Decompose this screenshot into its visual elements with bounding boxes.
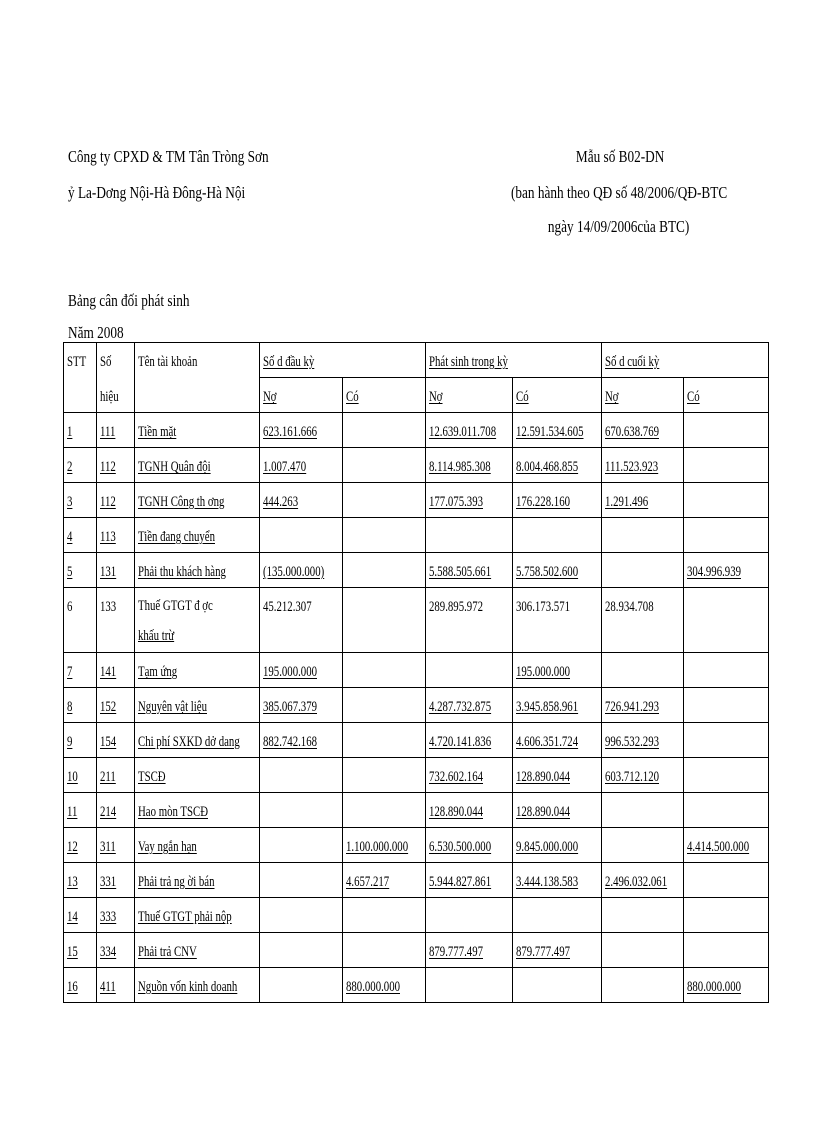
table-row	[64, 413, 769, 448]
row-period-credit: 12.591.534.605	[513, 413, 602, 448]
row-stt: 4	[64, 518, 97, 553]
row-opening-debit: 385.067.379	[260, 688, 343, 723]
col-stt-cont	[64, 378, 97, 413]
row-account-name: Chi phí SXKD dở dang	[135, 723, 260, 758]
row-closing-debit	[602, 933, 684, 968]
row-account-name: Phải thu khách hàng	[135, 553, 260, 588]
table-row	[64, 758, 769, 793]
table-row	[64, 898, 769, 933]
row-period-credit: 3.945.858.961	[513, 688, 602, 723]
row-code: 112	[97, 448, 135, 483]
row-code: 334	[97, 933, 135, 968]
table-row	[64, 448, 769, 483]
table-row	[64, 793, 769, 828]
row-closing-debit: 996.532.293	[602, 723, 684, 758]
row-period-credit: 176.228.160	[513, 483, 602, 518]
issued-date: ngày 14/09/2006của BTC)	[547, 217, 689, 236]
row-closing-credit	[684, 448, 769, 483]
row-stt: 16	[64, 968, 97, 1003]
row-stt: 11	[64, 793, 97, 828]
row-closing-debit	[602, 653, 684, 688]
issued-by: (ban hành theo QĐ số 48/2006/QĐ-BTC	[510, 183, 727, 202]
row-closing-debit: 726.941.293	[602, 688, 684, 723]
row-opening-debit: 882.742.168	[260, 723, 343, 758]
row-opening-debit: 195.000.000	[260, 653, 343, 688]
row-stt: 15	[64, 933, 97, 968]
col-name: Tên tài khoản	[135, 343, 260, 378]
row-stt: 14	[64, 898, 97, 933]
row-account-name: Vay ngắn hạn	[135, 828, 260, 863]
row-code: 331	[97, 863, 135, 898]
row-closing-credit	[684, 413, 769, 448]
row-opening-credit	[343, 553, 426, 588]
row-period-debit: 128.890.044	[426, 793, 513, 828]
row-stt: 12	[64, 828, 97, 863]
row-account-name: Phải trả ng ời bán	[135, 863, 260, 898]
row-period-credit: 8.004.468.855	[513, 448, 602, 483]
table-row	[64, 933, 769, 968]
row-closing-credit	[684, 653, 769, 688]
report-year: Năm 2008	[68, 323, 124, 342]
row-period-debit	[426, 518, 513, 553]
row-account-name: Thuế GTGT phải nộp	[135, 898, 260, 933]
row-period-debit: 732.602.164	[426, 758, 513, 793]
row-closing-credit	[684, 898, 769, 933]
row-stt: 10	[64, 758, 97, 793]
row-closing-debit	[602, 793, 684, 828]
col-closing: Số d cuối kỳ	[602, 343, 769, 378]
col-opening: Số d đầu kỳ	[260, 343, 426, 378]
row-account-name: TGNH Công th ơng	[135, 483, 260, 518]
row-code: 214	[97, 793, 135, 828]
table-row	[64, 723, 769, 758]
row-opening-debit: 623.161.666	[260, 413, 343, 448]
row-closing-debit	[602, 518, 684, 553]
row-period-debit: 177.075.393	[426, 483, 513, 518]
row-opening-credit	[343, 448, 426, 483]
row-period-credit: 128.890.044	[513, 793, 602, 828]
row-closing-debit	[602, 968, 684, 1003]
row-code: 131	[97, 553, 135, 588]
row-period-debit	[426, 898, 513, 933]
row-opening-credit: 880.000.000	[343, 968, 426, 1003]
row-opening-credit	[343, 653, 426, 688]
table-row	[64, 688, 769, 723]
row-closing-credit	[684, 863, 769, 898]
col-closing-credit: Có	[684, 378, 769, 413]
row-opening-debit	[260, 758, 343, 793]
row-stt: 1	[64, 413, 97, 448]
row-opening-debit	[260, 863, 343, 898]
row-closing-debit	[602, 828, 684, 863]
row-period-credit: 5.758.502.600	[513, 553, 602, 588]
row-closing-debit	[602, 553, 684, 588]
row-account-name	[135, 588, 260, 653]
table-row	[64, 828, 769, 863]
row-period-credit: 306.173.571	[513, 588, 602, 653]
row-closing-credit	[684, 588, 769, 653]
balance-table	[63, 342, 769, 1003]
row-closing-credit	[684, 483, 769, 518]
company-name: Công ty CPXD & TM Tân Tròng Sơn	[68, 147, 269, 166]
table-row	[64, 553, 769, 588]
row-period-credit: 4.606.351.724	[513, 723, 602, 758]
row-stt: 13	[64, 863, 97, 898]
header-row-1	[64, 343, 769, 378]
row-opening-debit: 1.007.470	[260, 448, 343, 483]
company-address: ỷ La-Dơng Nội-Hà Đông-Hà Nội	[68, 183, 246, 202]
row-opening-credit	[343, 758, 426, 793]
row-opening-credit	[343, 688, 426, 723]
row-closing-debit: 28.934.708	[602, 588, 684, 653]
row-period-debit: 8.114.985.308	[426, 448, 513, 483]
row-period-debit: 6.530.500.000	[426, 828, 513, 863]
account-name-line-2: khấu trừ	[138, 628, 175, 644]
row-code: 333	[97, 898, 135, 933]
row-period-debit	[426, 968, 513, 1003]
row-opening-credit	[343, 723, 426, 758]
row-code: 113	[97, 518, 135, 553]
row-stt: 3	[64, 483, 97, 518]
row-closing-credit	[684, 518, 769, 553]
table-row	[64, 653, 769, 688]
row-stt: 8	[64, 688, 97, 723]
row-stt: 6	[64, 588, 97, 653]
row-opening-debit	[260, 968, 343, 1003]
row-opening-credit	[343, 793, 426, 828]
account-name-line-1: Thuế GTGT đ ợc	[138, 598, 213, 614]
row-account-name: Tiền đang chuyển	[135, 518, 260, 553]
row-period-credit: 128.890.044	[513, 758, 602, 793]
row-closing-debit: 2.496.032.061	[602, 863, 684, 898]
row-opening-debit	[260, 793, 343, 828]
row-opening-credit	[343, 933, 426, 968]
row-period-debit: 5.588.505.661	[426, 553, 513, 588]
row-period-debit: 4.720.141.836	[426, 723, 513, 758]
col-closing-debit: Nợ	[602, 378, 684, 413]
row-account-name: TGNH Quân đội	[135, 448, 260, 483]
row-opening-credit	[343, 898, 426, 933]
row-closing-credit	[684, 723, 769, 758]
row-code: 411	[97, 968, 135, 1003]
row-closing-credit	[684, 793, 769, 828]
col-name-cont	[135, 378, 260, 413]
row-closing-debit: 111.523.923	[602, 448, 684, 483]
row-opening-credit	[343, 413, 426, 448]
col-stt: STT	[64, 343, 97, 378]
row-opening-debit	[260, 933, 343, 968]
row-account-name: Nguyên vật liệu	[135, 688, 260, 723]
row-opening-debit	[260, 828, 343, 863]
row-code: 211	[97, 758, 135, 793]
row-account-name: TSCĐ	[135, 758, 260, 793]
row-closing-credit	[684, 758, 769, 793]
row-code: 111	[97, 413, 135, 448]
row-stt: 9	[64, 723, 97, 758]
row-code: 112	[97, 483, 135, 518]
row-opening-credit: 4.657.217	[343, 863, 426, 898]
row-stt: 7	[64, 653, 97, 688]
col-period-credit: Có	[513, 378, 602, 413]
form-number: Mẫu số B02-DN	[575, 147, 664, 166]
row-closing-debit: 670.638.769	[602, 413, 684, 448]
row-closing-credit	[684, 933, 769, 968]
col-so: Số	[97, 343, 135, 378]
col-period: Phát sinh trong kỳ	[426, 343, 602, 378]
row-code: 141	[97, 653, 135, 688]
row-opening-debit: 444.263	[260, 483, 343, 518]
row-closing-credit: 304.996.939	[684, 553, 769, 588]
row-period-credit	[513, 518, 602, 553]
table-row	[64, 863, 769, 898]
row-closing-debit	[602, 898, 684, 933]
row-account-name: Tiền mặt	[135, 413, 260, 448]
row-period-credit	[513, 898, 602, 933]
table-row	[64, 588, 769, 653]
row-opening-debit	[260, 518, 343, 553]
row-period-credit	[513, 968, 602, 1003]
row-code: 311	[97, 828, 135, 863]
row-opening-credit	[343, 483, 426, 518]
table-row	[64, 483, 769, 518]
row-opening-credit	[343, 588, 426, 653]
row-period-debit: 12.639.011.708	[426, 413, 513, 448]
col-period-debit: Nợ	[426, 378, 513, 413]
row-closing-credit: 4.414.500.000	[684, 828, 769, 863]
row-closing-credit: 880.000.000	[684, 968, 769, 1003]
row-period-credit: 879.777.497	[513, 933, 602, 968]
row-opening-debit: (135.000.000)	[260, 553, 343, 588]
row-opening-credit	[343, 518, 426, 553]
row-account-name: Phải trả CNV	[135, 933, 260, 968]
row-period-credit: 195.000.000	[513, 653, 602, 688]
row-period-debit: 5.944.827.861	[426, 863, 513, 898]
row-code: 152	[97, 688, 135, 723]
row-opening-debit: 45.212.307	[260, 588, 343, 653]
row-closing-debit: 1.291.496	[602, 483, 684, 518]
row-period-debit: 4.287.732.875	[426, 688, 513, 723]
row-code: 154	[97, 723, 135, 758]
report-title: Bảng cân đối phát sinh	[68, 291, 190, 310]
row-period-debit	[426, 653, 513, 688]
row-period-debit: 879.777.497	[426, 933, 513, 968]
row-account-name: Tạm ứng	[135, 653, 260, 688]
row-opening-debit	[260, 898, 343, 933]
row-closing-debit: 603.712.120	[602, 758, 684, 793]
col-opening-credit: Có	[343, 378, 426, 413]
header-row-2	[64, 378, 769, 413]
row-stt: 2	[64, 448, 97, 483]
col-opening-debit: Nợ	[260, 378, 343, 413]
row-account-name: Nguồn vốn kinh doanh	[135, 968, 260, 1003]
row-code: 133	[97, 588, 135, 653]
col-hieu: hiệu	[97, 378, 135, 413]
row-period-debit: 289.895.972	[426, 588, 513, 653]
row-period-credit: 9.845.000.000	[513, 828, 602, 863]
row-period-credit: 3.444.138.583	[513, 863, 602, 898]
table-row	[64, 518, 769, 553]
row-account-name: Hao mòn TSCĐ	[135, 793, 260, 828]
row-stt: 5	[64, 553, 97, 588]
table-row	[64, 968, 769, 1003]
row-opening-credit: 1.100.000.000	[343, 828, 426, 863]
row-closing-credit	[684, 688, 769, 723]
